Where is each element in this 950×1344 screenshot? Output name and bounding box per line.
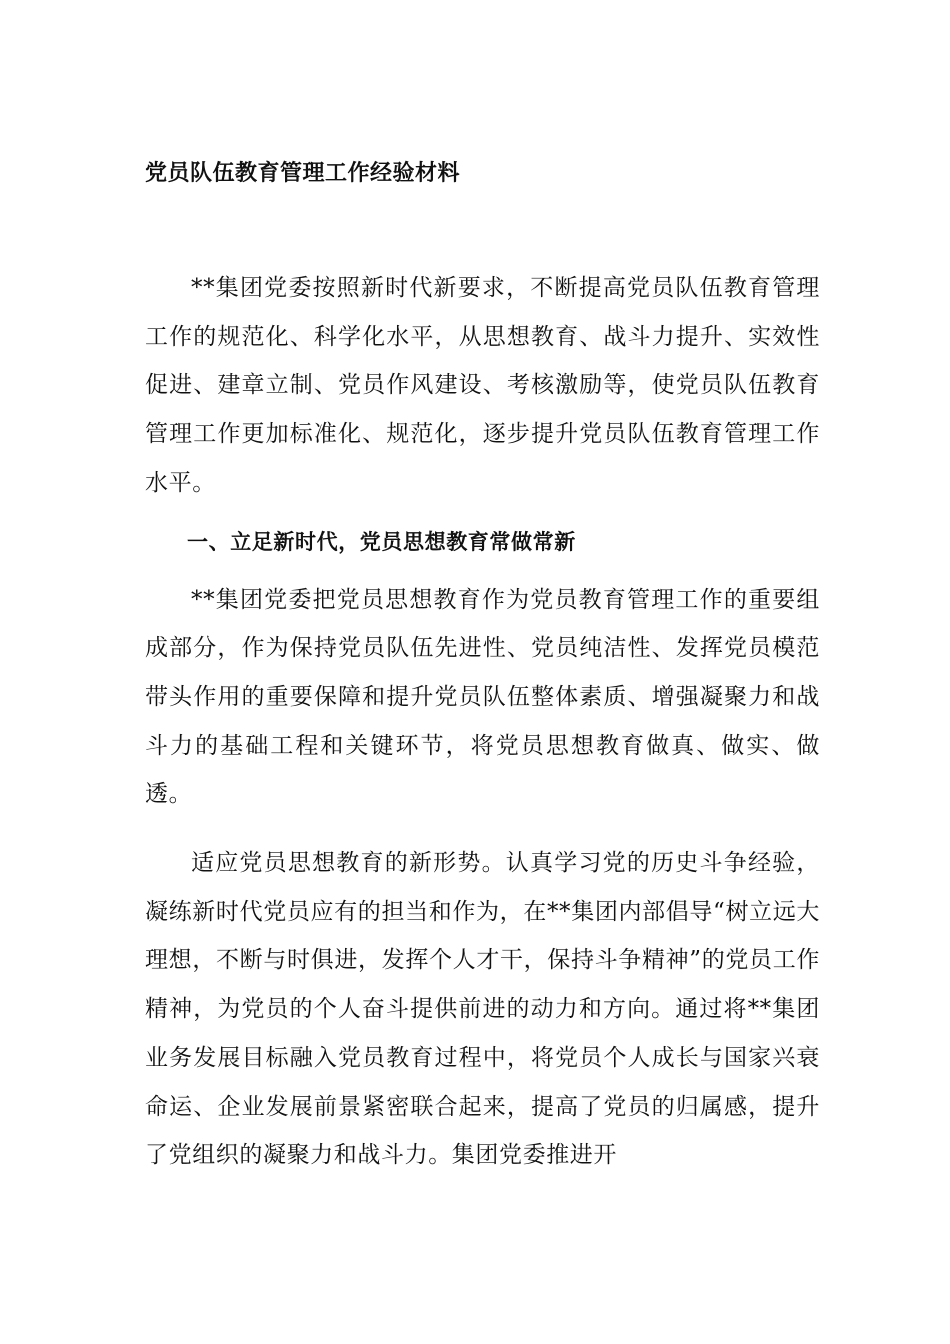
body-paragraph-2: 适应党员思想教育的新形势。认真学习党的历史斗争经验，凝练新时代党员应有的担当和作为，在**集团内部倡导“树立远大理想，不断与时俱进，发挥个人才干，保持斗争精神”的党员工作精神，为党员的个人奋斗提供前进的动力和方向。通过将**集团业务发展目标融入党员教育过程中，将党员个人成长与国家兴衰命运、企业发展前景紧密联合起来，提高了党员的归属感，提升了党组织的凝聚力和战斗力。集团党委推进开 [145,850,820,1169]
body-paragraph-1: **集团党委把党员思想教育作为党员教育管理工作的重要组成部分，作为保持党员队伍先进性、党员纯洁性、发挥党员模范带头作用的重要保障和提升党员队伍整体素质、增强凝聚力和战斗力的基础工程和关键环节，将党员思想教育做真、做实、做透。 [145,586,820,808]
document-body [145,264,820,1180]
section-heading: 一、立足新时代，党员思想教育常做常新 [187,529,576,554]
document-title: 党员队伍教育管理工作经验材料 [145,161,461,186]
intro-paragraph: **集团党委按照新时代新要求，不断提高党员队伍教育管理工作的规范化、科学化水平，从思想教育、战斗力提升、实效性促进、建章立制、党员作风建设、考核激励等，使党员队伍教育管理工作更加标准化、规范化，逐步提升党员队伍教育管理工作水平。 [145,275,820,496]
